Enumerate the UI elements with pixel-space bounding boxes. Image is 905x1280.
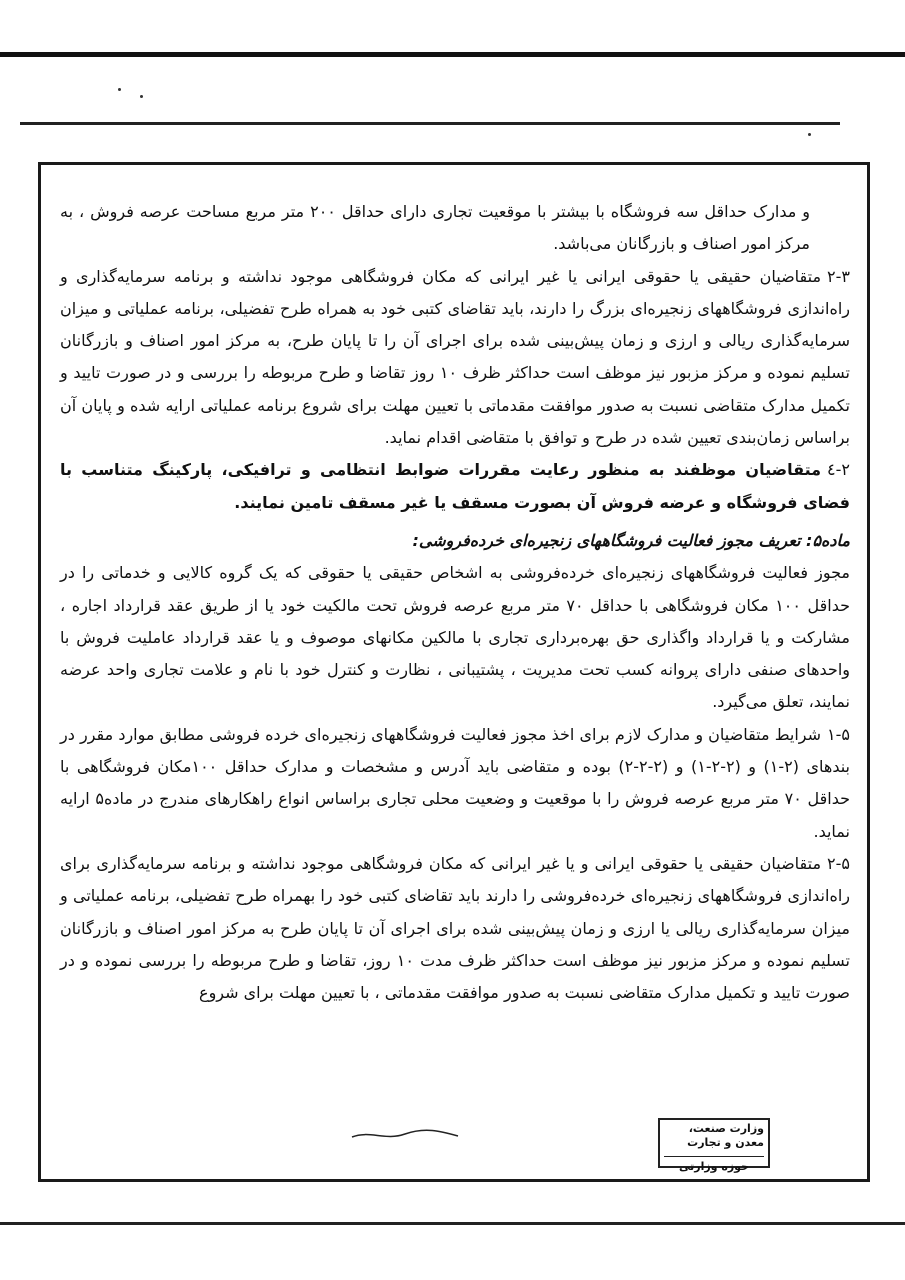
scan-border-bottom bbox=[0, 1222, 905, 1225]
paragraph-text: شرایط متقاضیان و مدارک لازم برای اخذ مجوز فعالیت فروشگاههای زنجیره‌ای خرده فروشی مطابق موارد مقرر در بندهای (۲-۱) و (۲-۲-۱) و (۲-۲-۲) بوده و متقاضی باید آدرس و مشخصات و مدارک حداقل ۱۰۰مکان فروشگاهی با حداقل ۷۰ متر مربع عرصه فروش را با موقعیت و وضعیت محلی تجاری براساس انواع راهکارهای مندرج در ماده۵ ارایه نماید. bbox=[60, 724, 851, 841]
scan-speck bbox=[140, 95, 143, 98]
article-5-heading bbox=[60, 525, 850, 557]
paragraph-continuation bbox=[60, 196, 850, 261]
document-body bbox=[60, 196, 850, 1009]
paragraph-number: ۲-۵ bbox=[827, 853, 850, 873]
paragraph-number: ۱-۵ bbox=[827, 724, 850, 744]
scan-border-line bbox=[20, 122, 840, 125]
paragraph-2-3 bbox=[60, 261, 850, 455]
heading-text: ماده۵: تعریف مجوز فعالیت فروشگاههای زنجیره‌ای خرده‌فروشی: bbox=[412, 530, 850, 550]
scan-speck bbox=[118, 88, 121, 91]
paragraph-text: متقاضیان موظفند به منظور رعایت مقررات ضوابط انتظامی و ترافیکی، پارکینگ متناسب با فضای فروشگاه و عرضه فروش آن بصورت مسقف یا غیر مسقف تامین نمایند. bbox=[60, 460, 850, 512]
paragraph-text: متقاضیان حقیقی یا حقوقی ایرانی و یا غیر ایرانی که مکان فروشگاهی موجود نداشته و برنامه سرمایه‌گذاری برای راه‌اندازی فروشگاههای زنجیره‌ای خرده‌فروشی را دارند باید تقاضای کتبی خود را بهمراه طرح تفضیلی، برنامه عملیاتی و میزان سرمایه‌گذاری ریالی یا ارزی و زمان پیش‌بینی شده برای اجرای آن تا پایان طرح به مرکز امور اصناف و بازرگانان تسلیم نموده و مرکز مزبور نیز موظف است حداکثر ظرف مدت ۱۰ روز، تقاضا و طرح مربوطه را بررسی نموده و در صورت تایید و تکمیل مدارک متقاضی نسبت به صدور موافقت مقدماتی ، با تعیین مهلت برای شروع bbox=[60, 853, 851, 1003]
paragraph-text: مجوز فعالیت فروشگاههای زنجیره‌ای خرده‌فروشی به اشخاص حقیقی یا حقوقی که یک گروه کالایی و خدماتی را در حداقل ۱۰۰ مکان فروشگاهی با حداقل ۷۰ متر مربع عرصه فروش تحت مالکیت خود یا از طریق عقد قرارداد اجاره ، مشارکت و یا قرارداد واگذاری حق بهره‌برداری تجاری با مالکین مکانهای موصوف و یا عقد قرارداد عاملیت فروش با واحدهای صنفی دارای پروانه کسب تحت مدیریت ، پشتیبانی ، نظارت و کنترل خود با نام و علامت تجاری واحد عرضه نمایند، تعلق می‌گیرد. bbox=[60, 563, 850, 712]
paragraph-text: و مدارک حداقل سه فروشگاه با بیشتر با موقعیت تجاری دارای حداقل ۲۰۰ متر مربع مساحت عرصه فروش ، به مرکز امور اصناف و بازرگانان می‌باشد. bbox=[60, 202, 811, 254]
scan-speck bbox=[808, 133, 811, 136]
paragraph-number: ۲-۳ bbox=[827, 266, 850, 286]
paragraph-text: متقاضیان حقیقی یا حقوقی ایرانی یا غیر ایرانی که مکان فروشگاهی موجود نداشته و برنامه سرمایه‌گذاری و راه‌اندازی فروشگاههای زنجیره‌ای بزرگ را دارند، باید تقاضای کتبی خود به همراه طرح تفضیلی، برنامه عملیاتی و میزان سرمایه‌گذاری ریالی و ارزی و زمان پیش‌بینی شده برای اجرای آن را تا پایان طرح، به مرکز امور اصناف و بازرگانان تسلیم نموده و مرکز مزبور نیز موظف است حداکثر ظرف ۱۰ روز تقاضا و طرح مربوطه را بررسی و در صورت تایید و تکمیل مدارک متقاضی نسبت به صدور موافقت مقدماتی با تعیین مهلت برای شروع برنامه عملیاتی ارایه شده و پایان آن براساس زمان‌بندی تعیین شده در طرح و توافق با متقاضی اقدام نماید. bbox=[60, 266, 851, 448]
paragraph-5-2 bbox=[60, 848, 850, 1009]
signature-scribble bbox=[350, 1128, 460, 1142]
stamp-line-ministry: وزارت صنعت، معدن و تجارت bbox=[687, 1122, 764, 1149]
scan-border-top bbox=[0, 52, 905, 57]
stamp-line-office: حوزه وزارتی bbox=[664, 1156, 764, 1174]
paragraph-5-1 bbox=[60, 719, 850, 848]
ministry-stamp bbox=[658, 1118, 770, 1173]
article-5-definition bbox=[60, 557, 850, 718]
paragraph-2-4 bbox=[60, 454, 850, 519]
paragraph-number: ۲-٤ bbox=[827, 460, 850, 480]
